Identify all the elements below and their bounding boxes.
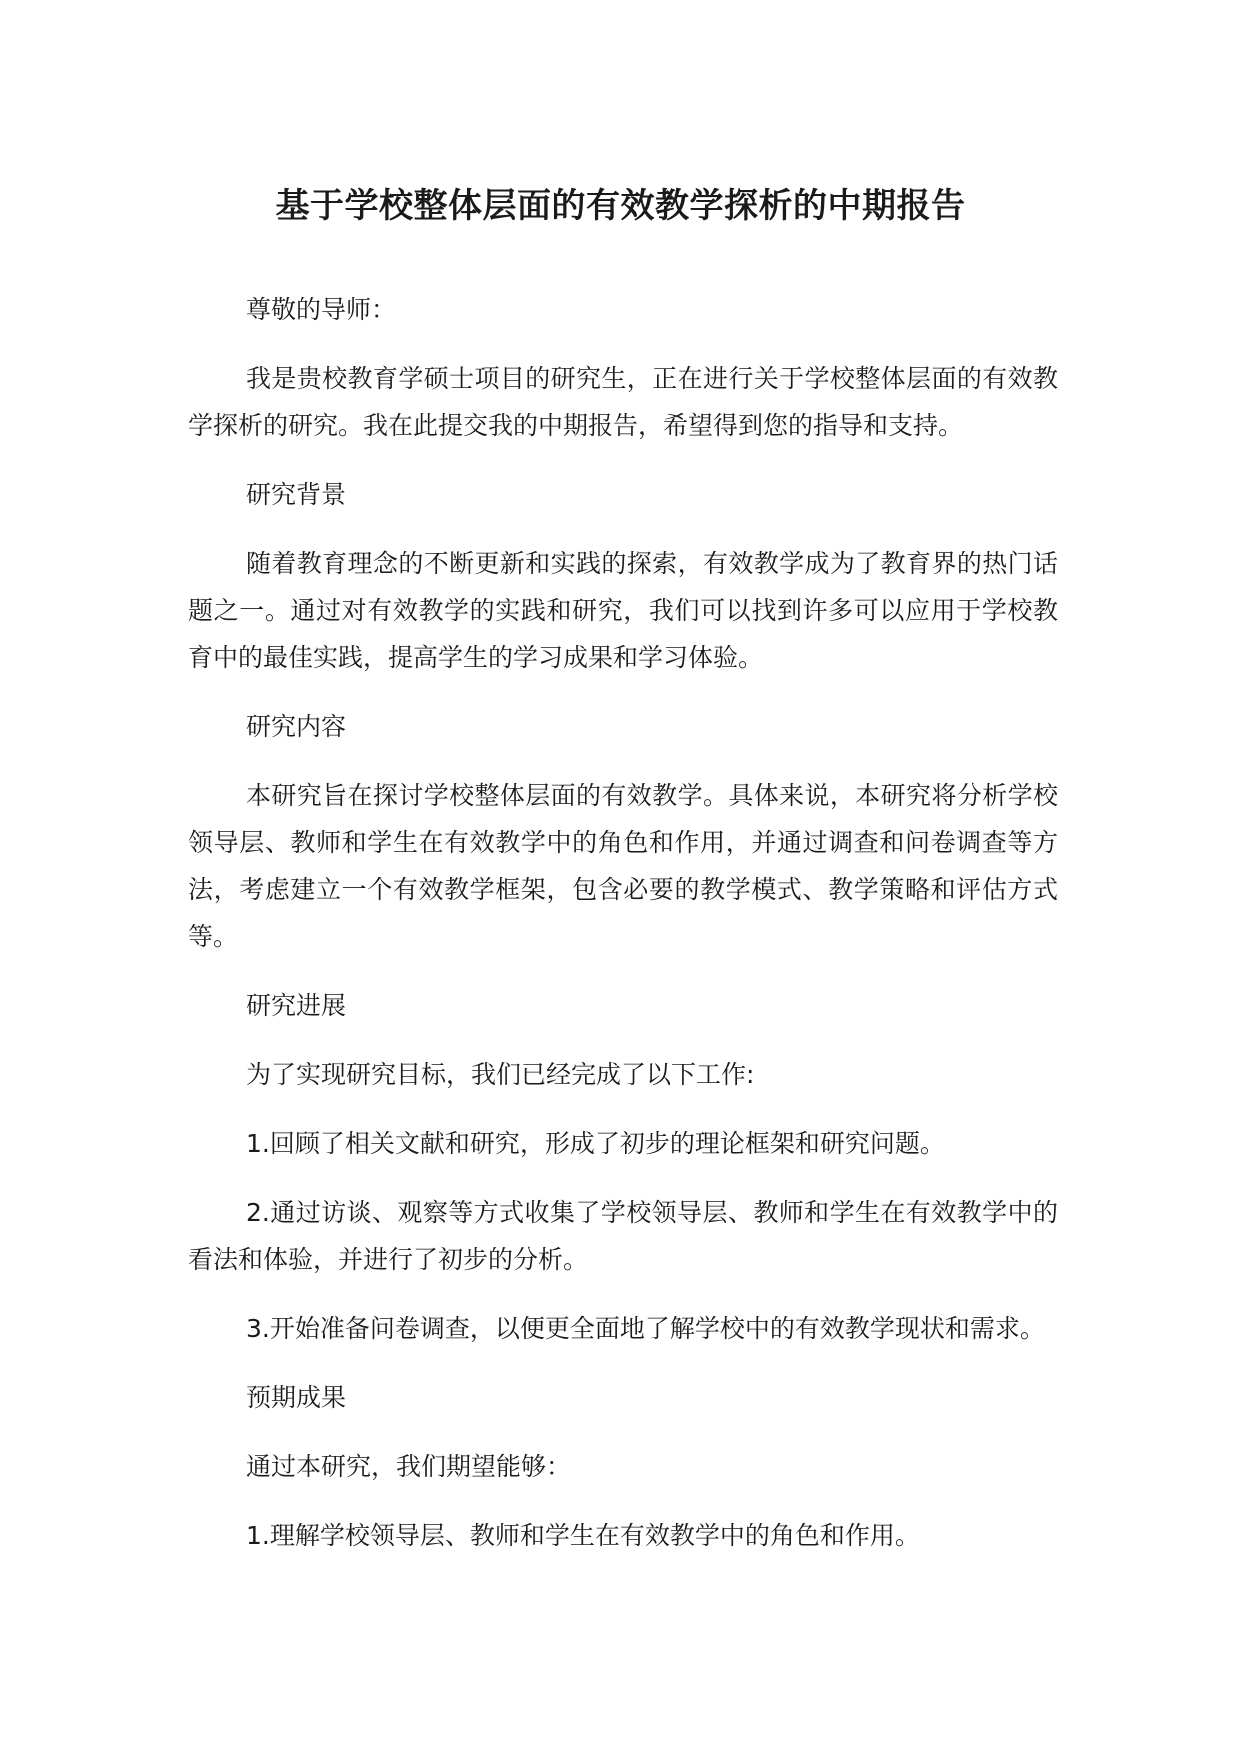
progress-item-1: 1.回顾了相关文献和研究，形成了初步的理论框架和研究问题。 bbox=[246, 1129, 945, 1158]
section-heading-content: 研究内容 bbox=[246, 712, 347, 741]
section-heading-progress: 研究进展 bbox=[246, 991, 347, 1020]
intro-paragraph: 我是贵校教育学硕士项目的研究生，正在进行关于学校整体层面的有效教学探析的研究。我在此提交我的中期报告，希望得到您的指导和支持。 bbox=[188, 364, 1058, 440]
background-paragraph: 随着教育理念的不断更新和实践的探索，有效教学成为了教育界的热门话题之一。通过对有效教学的实践和研究，我们可以找到许多可以应用于学校教育中的最佳实践，提高学生的学习成果和学习体验。 bbox=[188, 549, 1058, 672]
document-title: 基于学校整体层面的有效教学探析的中期报告 bbox=[275, 186, 966, 226]
outcomes-intro: 通过本研究，我们期望能够： bbox=[246, 1452, 572, 1481]
progress-item-2: 2.通过访谈、观察等方式收集了学校领导层、教师和学生在有效教学中的看法和体验，并进行了初步的分析。 bbox=[188, 1198, 1058, 1274]
document-body bbox=[188, 286, 1058, 1581]
progress-item-3: 3.开始准备问卷调查，以便更全面地了解学校中的有效教学现状和需求。 bbox=[246, 1314, 1045, 1343]
progress-intro: 为了实现研究目标，我们已经完成了以下工作: bbox=[246, 1060, 755, 1089]
section-heading-background: 研究背景 bbox=[246, 480, 347, 509]
section-heading-outcomes: 预期成果 bbox=[246, 1383, 347, 1412]
outcome-item-1: 1.理解学校领导层、教师和学生在有效教学中的角色和作用。 bbox=[246, 1521, 920, 1550]
salutation: 尊敬的导师： bbox=[246, 295, 397, 324]
content-paragraph: 本研究旨在探讨学校整体层面的有效教学。具体来说，本研究将分析学校领导层、教师和学生在有效教学中的角色和作用，并通过调查和问卷调查等方法，考虑建立一个有效教学框架，包含必要的教学模式、教学策略和评估方式等。 bbox=[188, 781, 1058, 951]
